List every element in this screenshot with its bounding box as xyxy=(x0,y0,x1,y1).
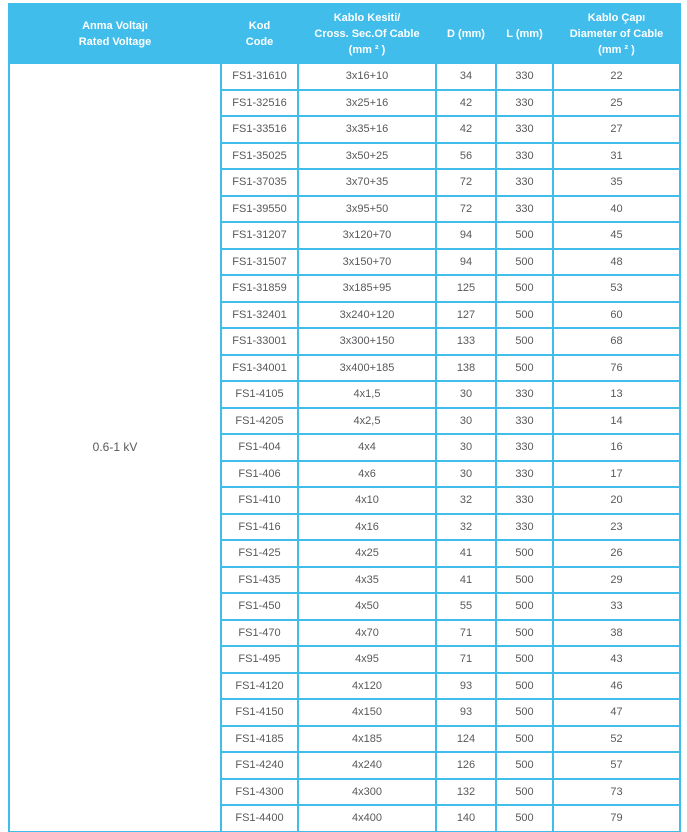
cell-cross-section: 4x400 xyxy=(298,805,436,832)
cell-d-mm: 94 xyxy=(436,222,496,249)
cell-code: FS1-31610 xyxy=(221,63,298,90)
cell-cross-section: 4x10 xyxy=(298,487,436,514)
cell-cross-section: 3x120+70 xyxy=(298,222,436,249)
cell-cross-section: 4x150 xyxy=(298,699,436,726)
header-line: Cross. Sec.Of Cable xyxy=(314,27,420,40)
cell-d-mm: 126 xyxy=(436,752,496,779)
header-code xyxy=(221,4,298,63)
cell-diameter: 47 xyxy=(553,699,680,726)
cell-d-mm: 94 xyxy=(436,249,496,276)
cell-l-mm: 330 xyxy=(496,381,553,408)
cell-cross-section: 4x6 xyxy=(298,461,436,488)
header-line: Rated Voltage xyxy=(78,35,152,48)
cell-cross-section: 4x1,5 xyxy=(298,381,436,408)
cell-code: FS1-33001 xyxy=(221,328,298,355)
cell-l-mm: 330 xyxy=(496,90,553,117)
cell-cross-section: 4x16 xyxy=(298,514,436,541)
cell-l-mm: 330 xyxy=(496,116,553,143)
cell-code: FS1-33516 xyxy=(221,116,298,143)
cell-code: FS1-31859 xyxy=(221,275,298,302)
cell-cross-section: 3x25+16 xyxy=(298,90,436,117)
cell-diameter: 60 xyxy=(553,302,680,329)
cell-l-mm: 330 xyxy=(496,514,553,541)
cell-diameter: 48 xyxy=(553,249,680,276)
cell-l-mm: 500 xyxy=(496,699,553,726)
cell-diameter: 45 xyxy=(553,222,680,249)
cell-code: FS1-406 xyxy=(221,461,298,488)
cell-diameter: 35 xyxy=(553,169,680,196)
cell-l-mm: 330 xyxy=(496,434,553,461)
cell-l-mm: 500 xyxy=(496,646,553,673)
cell-diameter: 40 xyxy=(553,196,680,223)
cell-cross-section: 3x240+120 xyxy=(298,302,436,329)
cell-code: FS1-31507 xyxy=(221,249,298,276)
cell-diameter: 43 xyxy=(553,646,680,673)
cell-code: FS1-495 xyxy=(221,646,298,673)
cell-diameter: 73 xyxy=(553,779,680,806)
cell-code: FS1-39550 xyxy=(221,196,298,223)
cell-l-mm: 500 xyxy=(496,752,553,779)
cell-l-mm: 500 xyxy=(496,275,553,302)
cell-cross-section: 4x4 xyxy=(298,434,436,461)
cell-l-mm: 330 xyxy=(496,487,553,514)
cell-l-mm: 500 xyxy=(496,249,553,276)
cell-cross-section: 4x25 xyxy=(298,540,436,567)
cell-d-mm: 125 xyxy=(436,275,496,302)
cell-d-mm: 30 xyxy=(436,434,496,461)
cell-diameter: 29 xyxy=(553,567,680,594)
cell-l-mm: 500 xyxy=(496,673,553,700)
cell-cross-section: 3x150+70 xyxy=(298,249,436,276)
header-line: (mm ² ) xyxy=(598,43,635,56)
header-l-mm: L (mm) xyxy=(496,4,553,63)
cell-code: FS1-4205 xyxy=(221,408,298,435)
cell-l-mm: 500 xyxy=(496,540,553,567)
cell-code: FS1-35025 xyxy=(221,143,298,170)
cell-cross-section: 4x185 xyxy=(298,726,436,753)
header-line: (mm ² ) xyxy=(348,43,386,56)
cell-code: FS1-425 xyxy=(221,540,298,567)
cell-cross-section: 4x35 xyxy=(298,567,436,594)
cell-diameter: 31 xyxy=(553,143,680,170)
cell-cross-section: 4x240 xyxy=(298,752,436,779)
header-line: Code xyxy=(245,35,274,48)
cell-code: FS1-404 xyxy=(221,434,298,461)
cell-code: FS1-4185 xyxy=(221,726,298,753)
cell-diameter: 22 xyxy=(553,63,680,90)
cell-cross-section: 4x300 xyxy=(298,779,436,806)
cell-diameter: 33 xyxy=(553,593,680,620)
table-body xyxy=(9,63,680,832)
cable-spec-table xyxy=(8,3,681,832)
cell-d-mm: 32 xyxy=(436,514,496,541)
cell-d-mm: 71 xyxy=(436,646,496,673)
cell-l-mm: 500 xyxy=(496,779,553,806)
cell-code: FS1-4105 xyxy=(221,381,298,408)
cell-l-mm: 500 xyxy=(496,620,553,647)
cell-d-mm: 93 xyxy=(436,699,496,726)
cell-cross-section: 3x50+25 xyxy=(298,143,436,170)
header-line: Diameter of Cable xyxy=(569,27,664,40)
cell-d-mm: 30 xyxy=(436,461,496,488)
cell-diameter: 13 xyxy=(553,381,680,408)
cell-cross-section: 4x120 xyxy=(298,673,436,700)
header-cable-diameter xyxy=(553,4,680,63)
cell-diameter: 46 xyxy=(553,673,680,700)
cell-cross-section: 3x35+16 xyxy=(298,116,436,143)
cell-code: FS1-4120 xyxy=(221,673,298,700)
cell-d-mm: 42 xyxy=(436,90,496,117)
cell-code: FS1-4150 xyxy=(221,699,298,726)
cell-code: FS1-470 xyxy=(221,620,298,647)
cell-cross-section: 3x300+150 xyxy=(298,328,436,355)
cell-d-mm: 127 xyxy=(436,302,496,329)
cell-d-mm: 72 xyxy=(436,196,496,223)
cell-diameter: 68 xyxy=(553,328,680,355)
header-d-mm: D (mm) xyxy=(436,4,496,63)
cell-d-mm: 32 xyxy=(436,487,496,514)
cell-code: FS1-450 xyxy=(221,593,298,620)
cell-cross-section: 3x400+185 xyxy=(298,355,436,382)
cell-code: FS1-34001 xyxy=(221,355,298,382)
cell-cross-section: 3x95+50 xyxy=(298,196,436,223)
voltage-group-cell: 0.6-1 kV xyxy=(9,63,221,832)
header-line: Kod xyxy=(248,19,271,32)
cell-code: FS1-410 xyxy=(221,487,298,514)
cell-l-mm: 330 xyxy=(496,461,553,488)
cell-code: FS1-31207 xyxy=(221,222,298,249)
cell-diameter: 14 xyxy=(553,408,680,435)
cell-code: FS1-32516 xyxy=(221,90,298,117)
cell-cross-section: 3x70+35 xyxy=(298,169,436,196)
cell-d-mm: 34 xyxy=(436,63,496,90)
table-header xyxy=(9,4,680,63)
cell-diameter: 25 xyxy=(553,90,680,117)
header-line: Kablo Kesiti/ xyxy=(333,11,401,24)
cell-d-mm: 55 xyxy=(436,593,496,620)
cell-diameter: 57 xyxy=(553,752,680,779)
cell-l-mm: 330 xyxy=(496,169,553,196)
cell-cross-section: 4x50 xyxy=(298,593,436,620)
cell-l-mm: 500 xyxy=(496,222,553,249)
cell-d-mm: 71 xyxy=(436,620,496,647)
cell-diameter: 16 xyxy=(553,434,680,461)
cell-l-mm: 500 xyxy=(496,567,553,594)
cell-diameter: 20 xyxy=(553,487,680,514)
cell-cross-section: 4x95 xyxy=(298,646,436,673)
cell-diameter: 38 xyxy=(553,620,680,647)
cell-d-mm: 41 xyxy=(436,540,496,567)
cell-cross-section: 4x2,5 xyxy=(298,408,436,435)
cell-code: FS1-4240 xyxy=(221,752,298,779)
cell-d-mm: 124 xyxy=(436,726,496,753)
cell-code: FS1-32401 xyxy=(221,302,298,329)
cell-diameter: 76 xyxy=(553,355,680,382)
cell-l-mm: 330 xyxy=(496,408,553,435)
cell-cross-section: 3x185+95 xyxy=(298,275,436,302)
table-row xyxy=(9,63,680,90)
cell-l-mm: 500 xyxy=(496,302,553,329)
header-cross-section xyxy=(298,4,436,63)
cell-code: FS1-435 xyxy=(221,567,298,594)
cell-l-mm: 500 xyxy=(496,328,553,355)
cell-code: FS1-4300 xyxy=(221,779,298,806)
cell-diameter: 52 xyxy=(553,726,680,753)
cell-l-mm: 330 xyxy=(496,63,553,90)
header-rated-voltage xyxy=(9,4,221,63)
cell-diameter: 79 xyxy=(553,805,680,832)
cell-diameter: 26 xyxy=(553,540,680,567)
cell-cross-section: 4x70 xyxy=(298,620,436,647)
cell-d-mm: 140 xyxy=(436,805,496,832)
header-line: Kablo Çapı xyxy=(587,11,646,24)
cell-cross-section: 3x16+10 xyxy=(298,63,436,90)
cell-d-mm: 30 xyxy=(436,381,496,408)
cell-d-mm: 138 xyxy=(436,355,496,382)
cell-d-mm: 41 xyxy=(436,567,496,594)
cell-d-mm: 72 xyxy=(436,169,496,196)
cell-l-mm: 500 xyxy=(496,355,553,382)
cell-l-mm: 500 xyxy=(496,726,553,753)
cell-d-mm: 133 xyxy=(436,328,496,355)
cell-d-mm: 132 xyxy=(436,779,496,806)
header-line: Anma Voltajı xyxy=(82,19,148,32)
cell-diameter: 17 xyxy=(553,461,680,488)
cell-l-mm: 500 xyxy=(496,805,553,832)
cell-l-mm: 330 xyxy=(496,143,553,170)
cell-code: FS1-416 xyxy=(221,514,298,541)
cell-d-mm: 93 xyxy=(436,673,496,700)
cell-diameter: 23 xyxy=(553,514,680,541)
cell-code: FS1-4400 xyxy=(221,805,298,832)
cell-diameter: 53 xyxy=(553,275,680,302)
cell-d-mm: 56 xyxy=(436,143,496,170)
cell-l-mm: 500 xyxy=(496,593,553,620)
cell-diameter: 27 xyxy=(553,116,680,143)
cell-code: FS1-37035 xyxy=(221,169,298,196)
header-row xyxy=(9,4,680,63)
cell-d-mm: 42 xyxy=(436,116,496,143)
cell-l-mm: 330 xyxy=(496,196,553,223)
cell-d-mm: 30 xyxy=(436,408,496,435)
